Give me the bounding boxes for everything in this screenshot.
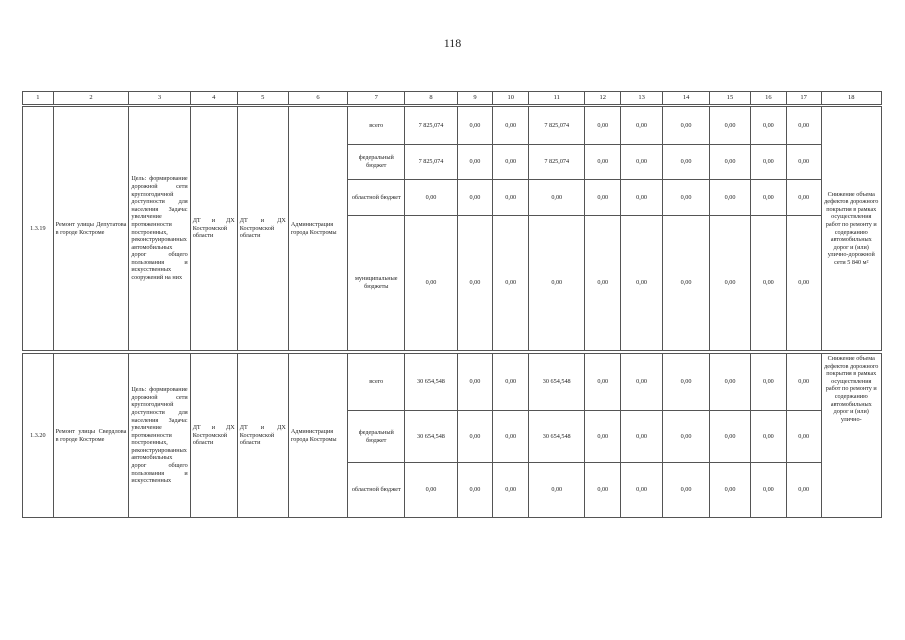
- amount-cell: 0,00: [710, 411, 751, 463]
- amount-cell: 30 654,548: [405, 354, 457, 411]
- amount-cell: 0,00: [710, 107, 751, 145]
- amount-cell: 0,00: [493, 180, 529, 216]
- measure-name-cell: Ремонт улицы Свердлова в городе Костроме: [53, 354, 129, 518]
- measure-name-cell: Ремонт улицы Депутатова в городе Костроме: [53, 107, 129, 351]
- measure-row: [23, 354, 882, 411]
- amount-cell: 0,00: [529, 216, 585, 351]
- amount-cell: 0,00: [585, 180, 621, 216]
- coordinator-cell: ДТ и ДХ Костромской области: [237, 107, 288, 351]
- amount-cell: 0,00: [786, 145, 821, 180]
- measure-id-cell: 1.3.19: [23, 107, 54, 351]
- funding-source-cell: всего: [348, 354, 405, 411]
- header-cell: 11: [529, 92, 585, 105]
- amount-cell: 0,00: [493, 463, 529, 518]
- amount-cell: 7 825,074: [529, 107, 585, 145]
- header-cell: 10: [493, 92, 529, 105]
- amount-cell: 0,00: [663, 216, 710, 351]
- amount-cell: 0,00: [710, 354, 751, 411]
- header-cell: 12: [585, 92, 621, 105]
- amount-cell: 0,00: [405, 216, 457, 351]
- header-cell: 9: [457, 92, 493, 105]
- measure-row: [23, 107, 882, 145]
- amount-cell: 0,00: [457, 145, 493, 180]
- header-cell: 18: [821, 92, 881, 105]
- amount-cell: 0,00: [457, 354, 493, 411]
- goal-task-cell: Цель: формирование дорожной сети круглогодичной доступности для населения Задача: увеличение протяженности построенных, реконструированных автомобильных дорог общего пользования и искусственных: [129, 354, 190, 518]
- amount-cell: 0,00: [710, 145, 751, 180]
- program-table: [22, 91, 882, 518]
- header-cell: 13: [621, 92, 663, 105]
- amount-cell: 0,00: [621, 411, 663, 463]
- page-number: 118: [443, 36, 462, 50]
- funding-source-cell: федеральный бюджет: [348, 411, 405, 463]
- amount-cell: 30 654,548: [529, 354, 585, 411]
- amount-cell: 0,00: [750, 411, 786, 463]
- header-cell: 17: [786, 92, 821, 105]
- amount-cell: 0,00: [663, 354, 710, 411]
- amount-cell: 0,00: [585, 107, 621, 145]
- header-row: [23, 92, 882, 105]
- amount-cell: 0,00: [493, 354, 529, 411]
- amount-cell: 0,00: [493, 411, 529, 463]
- header-cell: 3: [129, 92, 190, 105]
- amount-cell: 0,00: [750, 354, 786, 411]
- amount-cell: 0,00: [786, 216, 821, 351]
- amount-cell: 7 825,074: [405, 107, 457, 145]
- amount-cell: 0,00: [621, 354, 663, 411]
- amount-cell: 0,00: [621, 180, 663, 216]
- amount-cell: 0,00: [786, 411, 821, 463]
- amount-cell: 0,00: [786, 107, 821, 145]
- amount-cell: 0,00: [710, 216, 751, 351]
- executor-cell: Администрация города Костромы: [288, 354, 347, 518]
- funding-source-cell: областной бюджет: [348, 180, 405, 216]
- amount-cell: 0,00: [457, 216, 493, 351]
- amount-cell: 0,00: [621, 107, 663, 145]
- amount-cell: 0,00: [750, 145, 786, 180]
- result-cell: Снижение объема дефектов дорожного покрытия в рамках осуществления работ по ремонту и содержанию автомобильных дорог и (или) улично-дорожной сети 5 840 м²: [821, 107, 881, 351]
- amount-cell: 0,00: [786, 463, 821, 518]
- amount-cell: 30 654,548: [529, 411, 585, 463]
- header-cell: 15: [710, 92, 751, 105]
- amount-cell: 0,00: [710, 463, 751, 518]
- funding-source-cell: областной бюджет: [348, 463, 405, 518]
- amount-cell: 7 825,074: [529, 145, 585, 180]
- header-cell: 2: [53, 92, 129, 105]
- amount-cell: 0,00: [663, 107, 710, 145]
- amount-cell: 0,00: [621, 463, 663, 518]
- measure-id-cell: 1.3.20: [23, 354, 54, 518]
- amount-cell: 0,00: [585, 145, 621, 180]
- header-cell: 1: [23, 92, 54, 105]
- customer-cell: ДТ и ДХ Костромской области: [190, 354, 237, 518]
- amount-cell: 0,00: [710, 180, 751, 216]
- header-cell: 4: [190, 92, 237, 105]
- amount-cell: 0,00: [493, 145, 529, 180]
- funding-source-cell: федеральный бюджет: [348, 145, 405, 180]
- amount-cell: 0,00: [750, 216, 786, 351]
- amount-cell: 0,00: [663, 180, 710, 216]
- funding-source-cell: муниципальные бюджеты: [348, 216, 405, 351]
- amount-cell: 0,00: [750, 180, 786, 216]
- amount-cell: 0,00: [663, 463, 710, 518]
- amount-cell: 0,00: [663, 411, 710, 463]
- customer-cell: ДТ и ДХ Костромской области: [190, 107, 237, 351]
- amount-cell: 0,00: [457, 411, 493, 463]
- amount-cell: 0,00: [786, 354, 821, 411]
- amount-cell: 0,00: [457, 107, 493, 145]
- header-cell: 5: [237, 92, 288, 105]
- amount-cell: 0,00: [585, 216, 621, 351]
- amount-cell: 0,00: [621, 216, 663, 351]
- amount-cell: 0,00: [405, 180, 457, 216]
- amount-cell: 0,00: [585, 354, 621, 411]
- header-cell: 6: [288, 92, 347, 105]
- amount-cell: 0,00: [786, 180, 821, 216]
- goal-task-cell: Цель: формирование дорожной сети круглогодичной доступности для населения Задача: увеличение протяженности построенных, реконструированных автомобильных дорог общего пользования и искусственных сооружений на них: [129, 107, 190, 351]
- header-cell: 16: [750, 92, 786, 105]
- amount-cell: 0,00: [529, 180, 585, 216]
- header-cell: 8: [405, 92, 457, 105]
- amount-cell: 30 654,548: [405, 411, 457, 463]
- header-cell: 7: [348, 92, 405, 105]
- amount-cell: 0,00: [750, 107, 786, 145]
- amount-cell: 0,00: [493, 107, 529, 145]
- amount-cell: 0,00: [457, 463, 493, 518]
- executor-cell: Администрация города Костромы: [288, 107, 347, 351]
- amount-cell: 0,00: [585, 411, 621, 463]
- amount-cell: 0,00: [621, 145, 663, 180]
- amount-cell: 0,00: [405, 463, 457, 518]
- amount-cell: 0,00: [529, 463, 585, 518]
- result-cell: Снижение объема дефектов дорожного покрытия в рамках осуществления работ по ремонту и содержанию автомобильных дорог и (или) улично-: [821, 354, 881, 518]
- amount-cell: 0,00: [750, 463, 786, 518]
- amount-cell: 7 825,074: [405, 145, 457, 180]
- amount-cell: 0,00: [493, 216, 529, 351]
- funding-source-cell: всего: [348, 107, 405, 145]
- header-cell: 14: [663, 92, 710, 105]
- amount-cell: 0,00: [457, 180, 493, 216]
- coordinator-cell: ДТ и ДХ Костромской области: [237, 354, 288, 518]
- amount-cell: 0,00: [663, 145, 710, 180]
- amount-cell: 0,00: [585, 463, 621, 518]
